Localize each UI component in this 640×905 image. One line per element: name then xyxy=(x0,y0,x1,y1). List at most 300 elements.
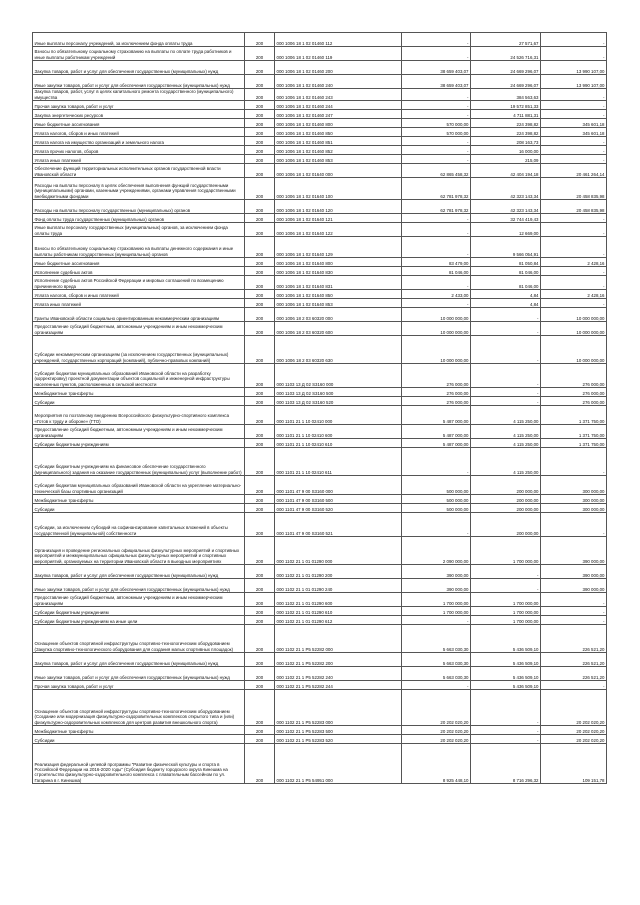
row-name-cell: Закупка товаров, работ и услуг для обеспечения государственных (муниципальных) нужд xyxy=(33,653,245,667)
row-code-cell: 200 xyxy=(245,164,275,178)
table-row xyxy=(33,397,607,406)
table-row xyxy=(33,61,607,75)
row-budget-code-cell: 000 1102 21 1 P5 52282 244 xyxy=(275,681,402,690)
row-remaining-cell: - xyxy=(541,137,607,146)
table-row xyxy=(33,89,607,101)
row-executed-cell: 215,09 xyxy=(471,155,541,164)
table-row xyxy=(33,33,607,47)
row-remaining-cell: 13 990 107,00 xyxy=(541,75,607,89)
row-executed-cell: 1 700 000,00 xyxy=(471,607,541,616)
row-name-cell: Субсидии бюджетным учреждениям xyxy=(33,439,245,448)
row-executed-cell: - xyxy=(471,336,541,364)
row-remaining-cell: - xyxy=(541,101,607,110)
row-name-cell: Взносы по обязательному социальному страхованию на выплаты по оплате труда работников и иные выплаты работникам учреждений xyxy=(33,47,245,61)
row-budget-code-cell: 000 1006 18 1 02 01640 121 xyxy=(275,214,402,223)
row-code-cell: 200 xyxy=(245,223,275,237)
row-code-cell: 200 xyxy=(245,258,275,267)
row-approved-plan-cell: 500 000,00 xyxy=(402,476,471,495)
row-budget-code-cell: 000 1101 47 9 00 S3160 500 xyxy=(275,495,402,504)
row-approved-plan-cell: 276 000,00 xyxy=(402,364,471,388)
row-executed-cell: 4 115 250,00 xyxy=(471,448,541,476)
row-executed-cell: 224 398,82 xyxy=(471,128,541,137)
row-budget-code-cell: 000 1006 18 1 02 01460 112 xyxy=(275,33,402,47)
row-executed-cell: 24 669 296,07 xyxy=(471,75,541,89)
row-approved-plan-cell: - xyxy=(402,214,471,223)
row-approved-plan-cell: - xyxy=(402,681,471,690)
table-row xyxy=(33,448,607,476)
row-budget-code-cell: 000 1006 18 1 02 01640 100 xyxy=(275,178,402,200)
row-approved-plan-cell: 390 000,00 xyxy=(402,565,471,579)
row-approved-plan-cell: 8 925 448,10 xyxy=(402,744,471,784)
row-executed-cell: 12 669,00 xyxy=(471,223,541,237)
row-remaining-cell: 345 601,18 xyxy=(541,128,607,137)
row-code-cell: 200 xyxy=(245,565,275,579)
row-executed-cell: 5 436 509,10 xyxy=(471,667,541,681)
row-budget-code-cell: 000 1006 18 1 02 01640 850 xyxy=(275,290,402,299)
row-name-cell: Расходы на выплаты персоналу в целях обеспечения выполнения функций государственными (муниципальными) органами, казенными учреждениями, органами управления государственными внебюджетными фондами xyxy=(33,178,245,200)
row-name-cell: Субсидии xyxy=(33,397,245,406)
row-remaining-cell: 226 521,20 xyxy=(541,667,607,681)
row-budget-code-cell: 000 1006 18 1 02 01460 800 xyxy=(275,119,402,128)
row-approved-plan-cell: 10 000 000,00 xyxy=(402,322,471,336)
row-name-cell: Расходы на выплаты персоналу государственных (муниципальных) органов xyxy=(33,200,245,214)
row-budget-code-cell: 000 1102 21 1 P5 52283 500 xyxy=(275,726,402,735)
table-row xyxy=(33,579,607,593)
row-budget-code-cell: 000 1101 47 9 00 S3160 521 xyxy=(275,513,402,537)
row-name-cell: Оснащение объектов спортивной инфраструктуры спортивно-технологическим оборудованием (Создание или модернизация физкультурно-оздоровительных комплексов открытого типа и (или) физкультурно-оздоровительных комплексов для центров развития внешкольного спорта) xyxy=(33,690,245,726)
row-code-cell: 200 xyxy=(245,137,275,146)
row-name-cell: Субсидии xyxy=(33,735,245,744)
row-code-cell: 200 xyxy=(245,276,275,290)
row-code-cell: 200 xyxy=(245,110,275,119)
row-remaining-cell: 300 000,00 xyxy=(541,476,607,495)
table-row xyxy=(33,75,607,89)
row-code-cell: 200 xyxy=(245,476,275,495)
row-executed-cell: 1 700 000,00 xyxy=(471,593,541,607)
row-executed-cell: 5 436 509,10 xyxy=(471,681,541,690)
row-name-cell: Оснащение объектов спортивной инфраструктуры спортивно-технологическим оборудованием (Закупка спортивно-технологического оборудования для создания малых спортивных площадок) xyxy=(33,625,245,653)
row-code-cell: 200 xyxy=(245,364,275,388)
row-remaining-cell: 10 000 000,00 xyxy=(541,308,607,322)
table-row xyxy=(33,513,607,537)
row-name-cell: Мероприятия по поэтапному внедрению Всероссийского физкультурно-спортивного комплекса «Готов к труду и обороне» (ГТО) xyxy=(33,406,245,425)
row-budget-code-cell: 000 1006 18 1 02 01640 129 xyxy=(275,237,402,258)
row-budget-code-cell: 000 1103 13 Д 02 S3160 000 xyxy=(275,364,402,388)
row-executed-cell: 5 436 509,10 xyxy=(471,653,541,667)
row-code-cell: 200 xyxy=(245,513,275,537)
row-budget-code-cell: 000 1101 47 9 00 S3160 520 xyxy=(275,504,402,513)
row-name-cell: Гранты Ивановской области социально ориентированным некоммерческим организациям xyxy=(33,308,245,322)
row-remaining-cell: - xyxy=(541,607,607,616)
row-remaining-cell: 2 428,16 xyxy=(541,290,607,299)
row-code-cell: 200 xyxy=(245,537,275,565)
row-approved-plan-cell: - xyxy=(402,110,471,119)
row-budget-code-cell: 000 1103 13 Д 02 S3160 520 xyxy=(275,397,402,406)
row-executed-cell: 208 163,73 xyxy=(471,137,541,146)
row-budget-code-cell: 000 1006 18 1 02 01460 247 xyxy=(275,110,402,119)
row-remaining-cell: 2 428,16 xyxy=(541,258,607,267)
row-approved-plan-cell: 10 000 000,00 xyxy=(402,336,471,364)
row-budget-code-cell: 000 1006 18 2 03 60320 000 xyxy=(275,308,402,322)
table-row xyxy=(33,178,607,200)
table-row xyxy=(33,237,607,258)
row-approved-plan-cell: 5 487 000,00 xyxy=(402,406,471,425)
table-row xyxy=(33,744,607,784)
row-remaining-cell: 390 000,00 xyxy=(541,565,607,579)
row-executed-cell: 4,84 xyxy=(471,290,541,299)
row-executed-cell: - xyxy=(471,690,541,726)
row-code-cell: 200 xyxy=(245,146,275,155)
row-approved-plan-cell: 83 479,00 xyxy=(402,258,471,267)
row-code-cell: 200 xyxy=(245,667,275,681)
table-row xyxy=(33,155,607,164)
row-budget-code-cell: 000 1006 18 1 02 01460 240 xyxy=(275,75,402,89)
row-budget-code-cell: 000 1102 21 1 P5 52282 240 xyxy=(275,667,402,681)
row-approved-plan-cell: 570 000,00 xyxy=(402,119,471,128)
row-name-cell: Межбюджетные трансферты xyxy=(33,495,245,504)
row-executed-cell: 8 716 296,32 xyxy=(471,744,541,784)
row-executed-cell: 19 572 851,33 xyxy=(471,101,541,110)
row-approved-plan-cell: 2 090 000,00 xyxy=(402,537,471,565)
row-budget-code-cell: 000 1006 18 1 02 01460 852 xyxy=(275,146,402,155)
table-row xyxy=(33,101,607,110)
row-remaining-cell: 390 000,00 xyxy=(541,537,607,565)
row-budget-code-cell: 000 1006 18 1 02 01640 831 xyxy=(275,276,402,290)
row-code-cell: 200 xyxy=(245,681,275,690)
row-budget-code-cell: 000 1006 18 1 02 01640 122 xyxy=(275,223,402,237)
row-approved-plan-cell: - xyxy=(402,299,471,308)
row-executed-cell: - xyxy=(471,388,541,397)
row-executed-cell: 24 669 296,07 xyxy=(471,61,541,75)
row-remaining-cell: - xyxy=(541,616,607,625)
row-remaining-cell: - xyxy=(541,267,607,276)
row-budget-code-cell: 000 1006 18 1 02 01640 853 xyxy=(275,299,402,308)
row-name-cell: Субсидии бюджетным учреждениям xyxy=(33,607,245,616)
row-name-cell: Иные выплаты персоналу государственных (муниципальных) органов, за исключением фонда оплаты труда xyxy=(33,223,245,237)
table-row xyxy=(33,47,607,61)
table-row xyxy=(33,146,607,155)
row-budget-code-cell: 000 1102 21 1 P5 52283 520 xyxy=(275,735,402,744)
table-row xyxy=(33,735,607,744)
row-code-cell: 200 xyxy=(245,128,275,137)
row-budget-code-cell: 000 1006 18 1 02 01460 853 xyxy=(275,155,402,164)
row-executed-cell: - xyxy=(471,397,541,406)
row-code-cell: 200 xyxy=(245,406,275,425)
row-remaining-cell: 276 000,00 xyxy=(541,364,607,388)
row-code-cell: 200 xyxy=(245,75,275,89)
table-row xyxy=(33,593,607,607)
row-name-cell: Реализация федеральной целевой программы "Развитие физической культуры и спорта в Российской Федерации на 2016-2020 годы" (Субсидия бюджету городского округа Кинешма на строительство физкультурно-оздоровительного комплекса с плавательным бассейном по ул. Гагарина в г. Кинешма) xyxy=(33,744,245,784)
row-approved-plan-cell: 5 487 000,00 xyxy=(402,425,471,439)
row-code-cell: 200 xyxy=(245,33,275,47)
row-code-cell: 200 xyxy=(245,726,275,735)
row-code-cell: 200 xyxy=(245,735,275,744)
table-row xyxy=(33,128,607,137)
row-remaining-cell: - xyxy=(541,47,607,61)
row-remaining-cell: - xyxy=(541,89,607,101)
row-code-cell: 200 xyxy=(245,267,275,276)
row-executed-cell: - xyxy=(471,735,541,744)
row-name-cell: Субсидии xyxy=(33,504,245,513)
row-approved-plan-cell: - xyxy=(402,47,471,61)
row-name-cell: Обеспечение функций территориальных исполнительных органов государственной власти Ивановской области xyxy=(33,164,245,178)
row-code-cell: 200 xyxy=(245,744,275,784)
row-remaining-cell: - xyxy=(541,155,607,164)
row-code-cell: 200 xyxy=(245,308,275,322)
row-name-cell: Закупка товаров, работ и услуг для обеспечения государственных (муниципальных) нужд xyxy=(33,61,245,75)
row-executed-cell: 4 115 250,00 xyxy=(471,439,541,448)
row-name-cell: Иные выплаты персоналу учреждений, за исключением фонда оплаты труда xyxy=(33,33,245,47)
table-row xyxy=(33,110,607,119)
row-name-cell: Взносы по обязательному социальному страхованию на выплаты денежного содержания и иные выплаты работникам государственных (муниципальных) органов xyxy=(33,237,245,258)
row-remaining-cell: 20 202 020,20 xyxy=(541,735,607,744)
row-budget-code-cell: 000 1101 21 1 10 02410 600 xyxy=(275,425,402,439)
row-executed-cell: 4 115 250,00 xyxy=(471,425,541,439)
row-remaining-cell: 10 000 000,00 xyxy=(541,336,607,364)
row-remaining-cell: 20 461 264,14 xyxy=(541,164,607,178)
row-executed-cell: 200 000,00 xyxy=(471,513,541,537)
row-budget-code-cell: 000 1102 21 1 01 01290 610 xyxy=(275,607,402,616)
row-code-cell: 200 xyxy=(245,448,275,476)
row-remaining-cell: - xyxy=(541,146,607,155)
row-remaining-cell: 1 371 750,00 xyxy=(541,406,607,425)
row-name-cell: Субсидия бюджетам муниципальных образований Ивановской области на разработку (корректировку) проектной документации объектов социальной и инженерной инфраструктуры населенных пунктов, расположенных в сельской местности xyxy=(33,364,245,388)
row-remaining-cell: 1 371 750,00 xyxy=(541,425,607,439)
row-approved-plan-cell: 5 663 030,30 xyxy=(402,625,471,653)
row-executed-cell: 16 000,00 xyxy=(471,146,541,155)
row-remaining-cell: - xyxy=(541,237,607,258)
row-budget-code-cell: 000 1101 21 1 10 02410 610 xyxy=(275,439,402,448)
budget-execution-table xyxy=(32,32,607,784)
table-row xyxy=(33,336,607,364)
row-name-cell: Предоставление субсидий бюджетным, автономным учреждениям и иным некоммерческим организациям xyxy=(33,425,245,439)
row-code-cell: 200 xyxy=(245,214,275,223)
row-code-cell: 200 xyxy=(245,425,275,439)
row-code-cell: 200 xyxy=(245,504,275,513)
row-approved-plan-cell: 62 781 978,32 xyxy=(402,200,471,214)
table-row xyxy=(33,290,607,299)
row-remaining-cell: 390 000,00 xyxy=(541,579,607,593)
row-executed-cell: 4 711 881,31 xyxy=(471,110,541,119)
row-approved-plan-cell: - xyxy=(402,513,471,537)
row-name-cell: Иные бюджетные ассигнования xyxy=(33,119,245,128)
row-budget-code-cell: 000 1006 18 1 02 01460 243 xyxy=(275,89,402,101)
row-approved-plan-cell: 276 000,00 xyxy=(402,388,471,397)
table-row xyxy=(33,322,607,336)
table-body xyxy=(33,33,607,784)
row-approved-plan-cell: - xyxy=(402,137,471,146)
row-remaining-cell: - xyxy=(541,214,607,223)
row-budget-code-cell: 000 1102 21 1 P5 52282 200 xyxy=(275,653,402,667)
row-approved-plan-cell: 81 046,00 xyxy=(402,267,471,276)
row-remaining-cell: 226 521,20 xyxy=(541,625,607,653)
row-executed-cell: 81 046,00 xyxy=(471,267,541,276)
row-budget-code-cell: 000 1101 21 1 10 02410 611 xyxy=(275,448,402,476)
table-row xyxy=(33,137,607,146)
row-remaining-cell: - xyxy=(541,593,607,607)
row-approved-plan-cell: 10 000 000,00 xyxy=(402,308,471,322)
table-row xyxy=(33,267,607,276)
row-name-cell: Уплата иных платежей xyxy=(33,299,245,308)
row-code-cell: 200 xyxy=(245,388,275,397)
row-executed-cell: - xyxy=(471,579,541,593)
row-executed-cell: 27 571,67 xyxy=(471,33,541,47)
row-approved-plan-cell: - xyxy=(402,616,471,625)
row-approved-plan-cell: 570 000,00 xyxy=(402,128,471,137)
row-budget-code-cell: 000 1102 21 1 01 01290 600 xyxy=(275,593,402,607)
row-remaining-cell: - xyxy=(541,276,607,290)
row-code-cell: 200 xyxy=(245,322,275,336)
table-row xyxy=(33,616,607,625)
row-executed-cell: 42 404 194,18 xyxy=(471,164,541,178)
row-budget-code-cell: 000 1102 21 1 01 01290 612 xyxy=(275,616,402,625)
row-code-cell: 200 xyxy=(245,200,275,214)
table-row xyxy=(33,726,607,735)
row-approved-plan-cell: 20 202 020,20 xyxy=(402,690,471,726)
row-name-cell: Уплата иных платежей xyxy=(33,155,245,164)
row-code-cell: 200 xyxy=(245,495,275,504)
row-code-cell: 200 xyxy=(245,690,275,726)
row-budget-code-cell: 000 1102 21 1 P5 52283 000 xyxy=(275,690,402,726)
row-remaining-cell: - xyxy=(541,681,607,690)
row-remaining-cell: 1 371 750,00 xyxy=(541,439,607,448)
row-code-cell: 200 xyxy=(245,155,275,164)
row-executed-cell: - xyxy=(471,308,541,322)
row-name-cell: Прочая закупка товаров, работ и услуг xyxy=(33,681,245,690)
row-budget-code-cell: 000 1006 18 1 02 01640 800 xyxy=(275,258,402,267)
row-remaining-cell: 20 458 835,98 xyxy=(541,200,607,214)
row-code-cell: 200 xyxy=(245,119,275,128)
row-approved-plan-cell: - xyxy=(402,33,471,47)
row-executed-cell: - xyxy=(471,322,541,336)
row-name-cell: Закупка товаров, работ, услуг в целях капитального ремонта государственного (муниципального) имущества xyxy=(33,89,245,101)
table-row xyxy=(33,388,607,397)
row-name-cell: Иные закупки товаров, работ и услуг для обеспечения государственных (муниципальных) нужд xyxy=(33,579,245,593)
row-name-cell: Исполнение судебных актов Российской Федерации и мировых соглашений по возмещению причиненного вреда xyxy=(33,276,245,290)
row-remaining-cell: 13 990 107,00 xyxy=(541,61,607,75)
row-approved-plan-cell: - xyxy=(402,237,471,258)
row-code-cell: 200 xyxy=(245,237,275,258)
row-name-cell: Субсидии бюджетным учреждениям на финансовое обеспечение государственного (муниципального) задания на оказание государственных (муниципальных) услуг (выполнение работ) xyxy=(33,448,245,476)
row-approved-plan-cell: - xyxy=(402,223,471,237)
row-approved-plan-cell: 38 659 403,07 xyxy=(402,61,471,75)
row-name-cell: Закупка товаров, работ и услуг для обеспечения государственных (муниципальных) нужд xyxy=(33,565,245,579)
row-executed-cell: 384 563,63 xyxy=(471,89,541,101)
row-code-cell: 200 xyxy=(245,593,275,607)
row-name-cell: Уплата налогов, сборов и иных платежей xyxy=(33,128,245,137)
table-row xyxy=(33,565,607,579)
row-remaining-cell: 300 000,00 xyxy=(541,504,607,513)
row-budget-code-cell: 000 1102 21 1 01 01290 240 xyxy=(275,579,402,593)
row-code-cell: 200 xyxy=(245,616,275,625)
table-row xyxy=(33,364,607,388)
row-name-cell: Исполнение судебных актов xyxy=(33,267,245,276)
row-code-cell: 200 xyxy=(245,299,275,308)
table-row xyxy=(33,214,607,223)
row-code-cell: 200 xyxy=(245,290,275,299)
row-budget-code-cell: 000 1101 47 9 00 S3160 000 xyxy=(275,476,402,495)
row-remaining-cell: 20 202 020,20 xyxy=(541,690,607,726)
row-approved-plan-cell: 62 781 978,32 xyxy=(402,178,471,200)
row-approved-plan-cell: - xyxy=(402,276,471,290)
row-code-cell: 200 xyxy=(245,47,275,61)
row-executed-cell: 224 398,82 xyxy=(471,119,541,128)
table-row xyxy=(33,258,607,267)
row-approved-plan-cell: - xyxy=(402,448,471,476)
row-remaining-cell: - xyxy=(541,513,607,537)
row-approved-plan-cell: 1 700 000,00 xyxy=(402,607,471,616)
row-code-cell: 200 xyxy=(245,625,275,653)
row-executed-cell: 200 000,00 xyxy=(471,476,541,495)
row-budget-code-cell: 000 1006 18 2 03 60320 630 xyxy=(275,336,402,364)
row-name-cell: Субсидии, за исключением субсидий на софинансирование капитальных вложений в объекты государственной (муниципальной) собственности xyxy=(33,513,245,537)
row-name-cell: Межбюджетные трансферты xyxy=(33,726,245,735)
row-remaining-cell: - xyxy=(541,33,607,47)
row-remaining-cell: - xyxy=(541,299,607,308)
row-remaining-cell: 276 000,00 xyxy=(541,397,607,406)
row-name-cell: Закупка энергетических ресурсов xyxy=(33,110,245,119)
row-executed-cell: 32 744 419,43 xyxy=(471,214,541,223)
table-row xyxy=(33,690,607,726)
row-name-cell: Предоставление субсидий бюджетным, автономным учреждениям и иным некоммерческим организациям xyxy=(33,593,245,607)
row-code-cell: 200 xyxy=(245,61,275,75)
row-budget-code-cell: 000 1006 18 1 02 01640 000 xyxy=(275,164,402,178)
row-budget-code-cell: 000 1006 18 1 02 01460 119 xyxy=(275,47,402,61)
row-remaining-cell: - xyxy=(541,448,607,476)
row-approved-plan-cell: 5 487 000,00 xyxy=(402,439,471,448)
table-row xyxy=(33,308,607,322)
row-executed-cell: 1 700 000,00 xyxy=(471,616,541,625)
row-approved-plan-cell: 20 202 020,20 xyxy=(402,735,471,744)
row-code-cell: 200 xyxy=(245,89,275,101)
table-row xyxy=(33,476,607,495)
row-budget-code-cell: 000 1006 18 1 02 01640 120 xyxy=(275,200,402,214)
row-executed-cell: 4,84 xyxy=(471,299,541,308)
row-approved-plan-cell: - xyxy=(402,89,471,101)
row-remaining-cell: 109 151,78 xyxy=(541,744,607,784)
row-executed-cell: - xyxy=(471,726,541,735)
table-row xyxy=(33,653,607,667)
row-name-cell: Уплата налогов, сборов и иных платежей xyxy=(33,290,245,299)
table-row xyxy=(33,607,607,616)
row-executed-cell: 81 046,00 xyxy=(471,276,541,290)
row-remaining-cell: - xyxy=(541,223,607,237)
row-code-cell: 200 xyxy=(245,178,275,200)
row-executed-cell: 1 700 000,00 xyxy=(471,537,541,565)
row-budget-code-cell: 000 1102 21 1 01 01290 000 xyxy=(275,537,402,565)
row-budget-code-cell: 000 1006 18 1 02 01460 200 xyxy=(275,61,402,75)
table-row xyxy=(33,504,607,513)
row-approved-plan-cell: 390 000,00 xyxy=(402,579,471,593)
row-executed-cell: 4 115 250,00 xyxy=(471,406,541,425)
row-name-cell: Предоставление субсидий бюджетным, автономным учреждениям и иным некоммерческим организациям xyxy=(33,322,245,336)
row-code-cell: 200 xyxy=(245,579,275,593)
row-executed-cell: 200 000,00 xyxy=(471,495,541,504)
row-executed-cell: 81 050,84 xyxy=(471,258,541,267)
table-row xyxy=(33,200,607,214)
row-executed-cell: 9 566 054,91 xyxy=(471,237,541,258)
table-row xyxy=(33,276,607,290)
row-approved-plan-cell: 2 433,00 xyxy=(402,290,471,299)
row-executed-cell: 24 526 716,31 xyxy=(471,47,541,61)
row-name-cell: Фонд оплаты труда государственных (муниципальных) органов xyxy=(33,214,245,223)
row-code-cell: 200 xyxy=(245,653,275,667)
row-name-cell: Субсидии некоммерческим организациям (за исключением государственных (муниципальных) учреждений, государственных корпораций (компаний), публично-правовых компаний) xyxy=(33,336,245,364)
table-row xyxy=(33,223,607,237)
row-name-cell: Субсидии бюджетным учреждениям на иные цели xyxy=(33,616,245,625)
row-budget-code-cell: 000 1102 21 1 P5 52282 000 xyxy=(275,625,402,653)
row-executed-cell: 42 323 143,34 xyxy=(471,178,541,200)
